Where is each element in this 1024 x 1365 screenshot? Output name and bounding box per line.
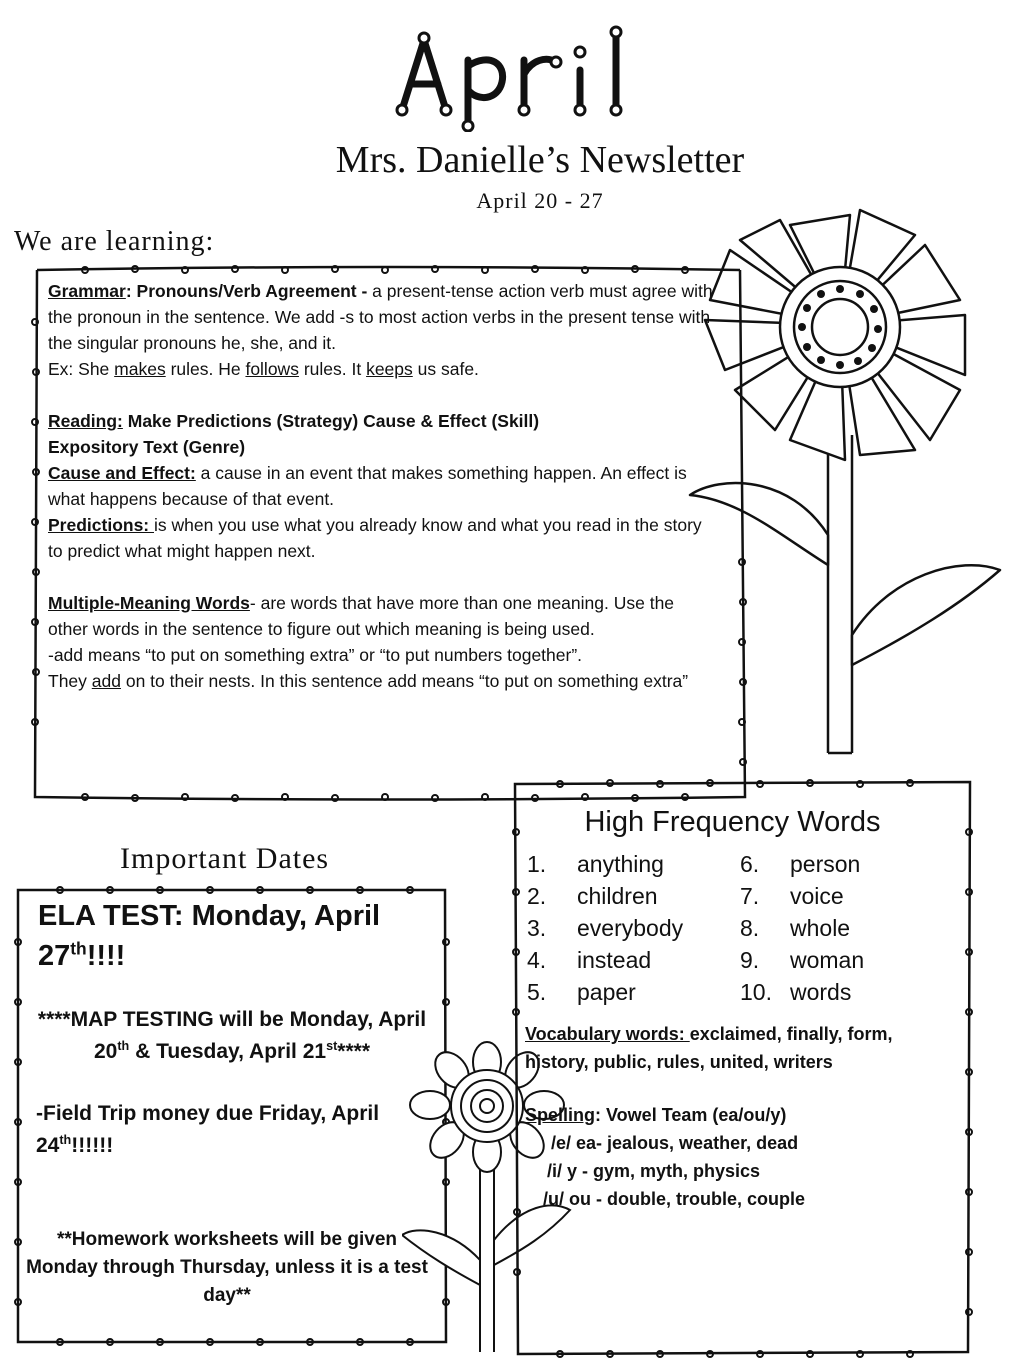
list-item (740, 976, 864, 1008)
list-item (740, 880, 864, 912)
reading-label: Reading: (48, 411, 123, 431)
word-text: everybody (577, 915, 684, 941)
grammar-example (48, 356, 713, 382)
example-verb: makes (114, 359, 166, 379)
word-number: 4. (527, 947, 547, 973)
add-example-word: add (91, 671, 121, 691)
word-number: 8. (740, 915, 760, 941)
spelling-line: /e/ ea- jealous, weather, dead (551, 1133, 799, 1153)
important-dates-content (22, 896, 432, 1310)
word-text: voice (790, 883, 844, 909)
example-text: us safe. (412, 359, 479, 379)
map-testing-date (32, 1004, 432, 1068)
add-definition: -add means “to put on something extra” or “to put numbers together”. (48, 645, 583, 665)
field-trip-date (36, 1098, 432, 1162)
learning-content (48, 278, 713, 694)
homework-note: **Homework worksheets will be given Monday through Thursday, unless it is a test day** (26, 1229, 428, 1306)
list-item (527, 944, 683, 976)
april-title-art (390, 22, 640, 132)
hfw-list-left (527, 848, 683, 1008)
mmw-paragraph (48, 590, 713, 642)
grammar-label: Grammar (48, 281, 126, 301)
word-number: 1. (527, 851, 547, 877)
list-item (527, 976, 683, 1008)
predictions-label: Predictions: (48, 515, 154, 535)
vocabulary-list: exclaimed, finally, form, history, public, rules, united, writers (525, 1024, 893, 1072)
word-number: 2. (527, 883, 547, 909)
word-text: paper (577, 979, 636, 1005)
learning-heading: We are learning: (14, 226, 215, 257)
map-testing-text: & Tuesday, April 21 (129, 1040, 327, 1063)
list-item (527, 912, 683, 944)
add-example (48, 668, 713, 694)
reading-paragraph (48, 408, 713, 434)
ela-test-end: !!!! (86, 940, 126, 972)
grammar-topic: : Pronouns/Verb Agreement - (125, 281, 373, 301)
word-number: 5. (527, 979, 547, 1005)
spelling-line: /u/ ou - double, trouble, couple (543, 1189, 805, 1209)
newsletter-title: Mrs. Danielle’s Newsletter (335, 139, 745, 181)
word-text: words (790, 979, 852, 1005)
mmw-text: - are words that have more than one meaning. Use the other words in the sentence to figure out which meaning is being used. (48, 593, 675, 639)
ela-test-sup: th (70, 938, 87, 959)
word-text: person (790, 851, 861, 877)
map-testing-sup: st (326, 1039, 338, 1053)
large-flower-illustration (680, 205, 1010, 770)
word-number: 10. (740, 979, 772, 1005)
word-text: anything (577, 851, 664, 877)
ela-test-date (38, 896, 432, 976)
spelling-line: /i/ y - gym, myth, physics (547, 1161, 761, 1181)
word-text: instead (577, 947, 652, 973)
reading-genre: Expository Text (Genre) (48, 437, 246, 457)
example-text: rules. He (165, 359, 246, 379)
example-text: rules. It (298, 359, 367, 379)
predictions-text: is when you use what you already know and what you read in the story to predict what might happen next. (48, 515, 702, 561)
map-testing-sup: th (117, 1039, 130, 1053)
predictions-paragraph (48, 512, 713, 564)
example-text: Ex: She (48, 359, 115, 379)
grammar-paragraph (48, 278, 713, 356)
word-number: 6. (740, 851, 760, 877)
word-text: whole (790, 915, 851, 941)
cause-effect-text: a cause in an event that makes something happen. An effect is what happens because of that event. (48, 463, 687, 509)
map-testing-end: **** (337, 1040, 370, 1063)
ela-test-text: ELA TEST: Monday, April 27 (38, 900, 381, 972)
hfw-heading: High Frequency Words (584, 806, 881, 838)
list-item (740, 944, 864, 976)
spelling-title (525, 1101, 945, 1129)
list-item (740, 912, 864, 944)
add-example-text: They (48, 671, 92, 691)
word-number: 7. (740, 883, 760, 909)
word-text: children (577, 883, 658, 909)
spelling-section (525, 1101, 945, 1213)
field-trip-text: -Field Trip money due Friday, April 24 (36, 1102, 380, 1157)
field-trip-end: !!!!!! (71, 1134, 114, 1157)
list-item (527, 848, 683, 880)
map-testing-text: ****MAP TESTING will be Monday, April 20 (37, 1008, 427, 1063)
grammar-text: a present-tense action verb must agree with the pronoun in the sentence. We add -s to most action verbs in the present tense with the singular pronouns he, she, and it. (48, 281, 713, 353)
spelling-topic: : Vowel Team (ea/ou/y) (595, 1105, 787, 1125)
word-number: 9. (740, 947, 760, 973)
spelling-label: Spelling (525, 1105, 596, 1125)
field-trip-sup: th (59, 1133, 72, 1147)
list-item (740, 848, 864, 880)
add-example-text: on to their nests. In this sentence add means “to put on something extra” (120, 671, 689, 691)
list-item (527, 880, 683, 912)
word-number: 3. (527, 915, 547, 941)
cause-effect-label: Cause and Effect: (48, 463, 196, 483)
example-verb: follows (245, 359, 299, 379)
mmw-label: Multiple-Meaning Words (48, 593, 250, 613)
vocabulary-words (525, 1020, 945, 1076)
cause-effect-paragraph (48, 460, 713, 512)
word-text: woman (790, 947, 865, 973)
vocabulary-label: Vocabulary words: (525, 1024, 690, 1044)
hfw-list-right (740, 848, 864, 1008)
important-dates-heading: Important Dates (120, 842, 330, 875)
reading-topic: Make Predictions (Strategy) Cause & Effect (Skill) (122, 411, 540, 431)
newsletter-dates: April 20 - 27 (476, 188, 604, 213)
example-verb: keeps (366, 359, 413, 379)
